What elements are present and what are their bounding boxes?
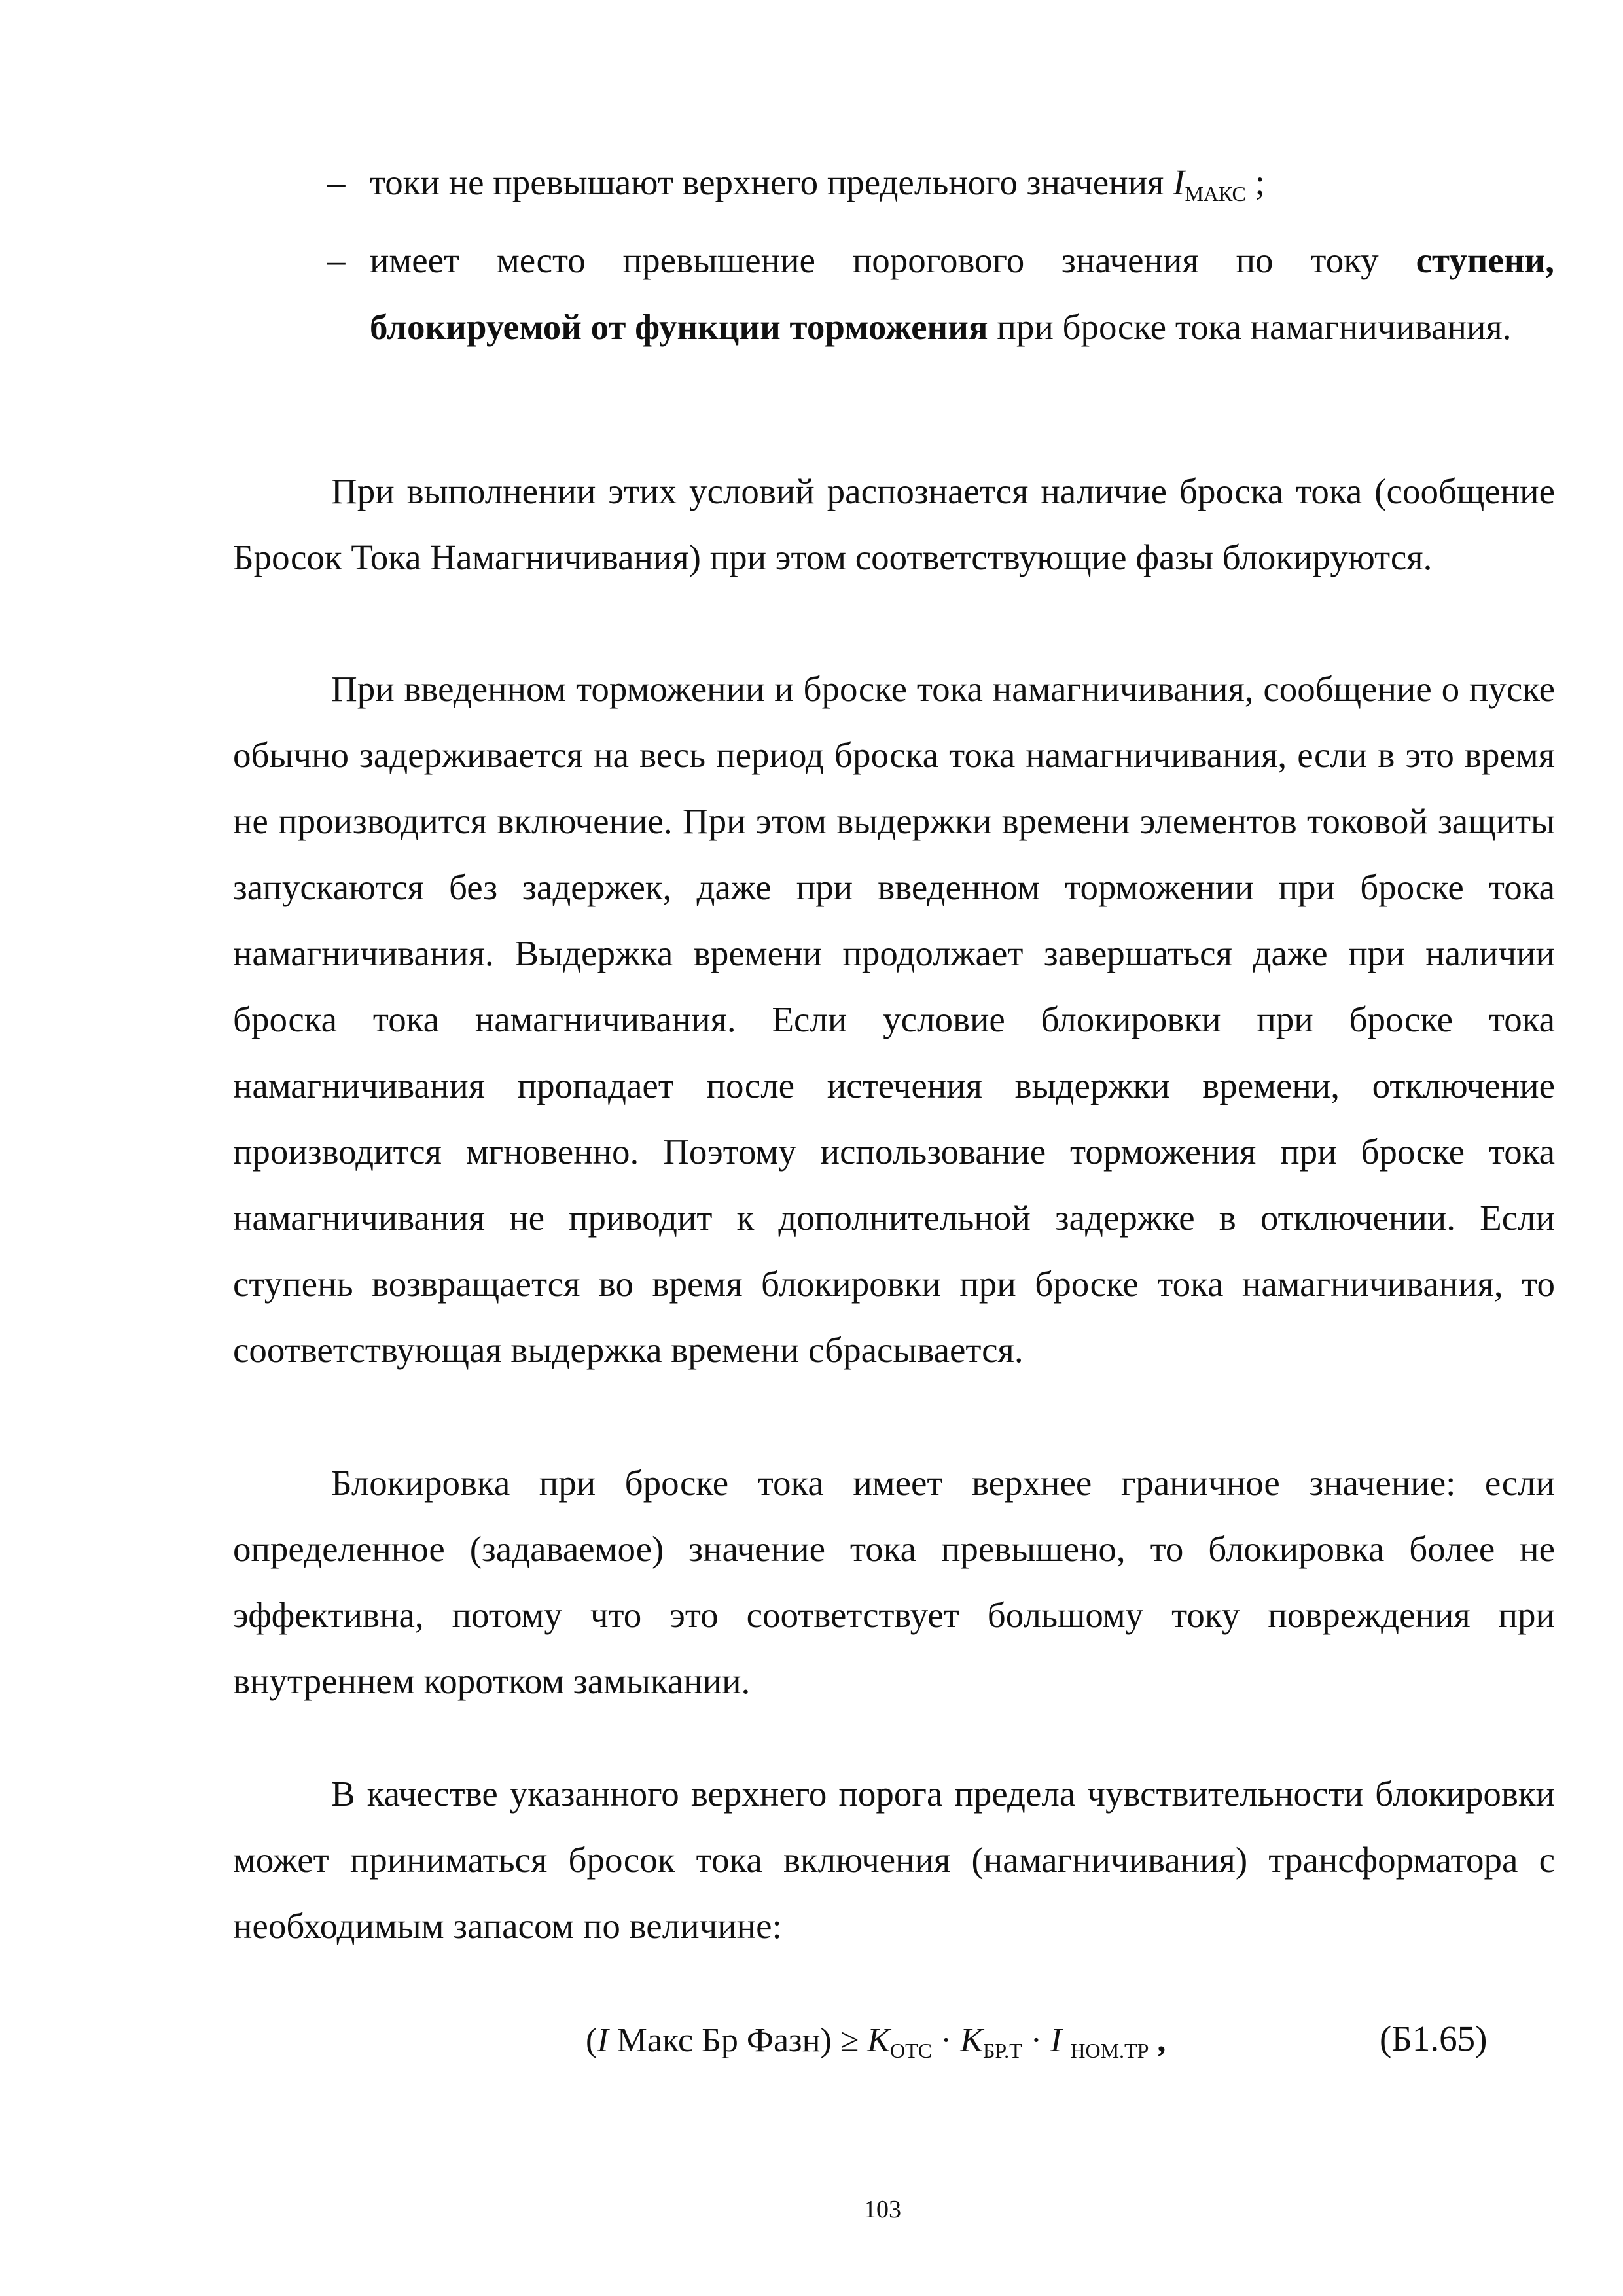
paragraph-text: При выполнении этих условий распознается наличие броска тока (сообщение Бросок Тока Намагничивания) при этом соответствующие фазы блокируются.	[233, 471, 1555, 577]
paragraph	[233, 1450, 1555, 1714]
formula-current-subscript: НОМ.ТР	[1070, 2039, 1149, 2062]
bold-term: ступени, блокируемой от функции торможения	[370, 240, 1554, 347]
formula-comma: ,	[1149, 2022, 1166, 2059]
formula	[586, 2021, 1166, 2063]
current-symbol: I	[1173, 162, 1185, 202]
list-item-text: имеет место превышение порогового значения по току	[370, 240, 1416, 280]
dash-marker: –	[327, 162, 346, 202]
list-item-text-end: при броске тока намагничивания.	[988, 307, 1512, 347]
formula-number: (Б1.65)	[1380, 2018, 1488, 2058]
formula-k-subscript: ОТС	[889, 2039, 932, 2062]
formula-parameter: Макс Бр Фазн)	[608, 2022, 832, 2059]
page-number: 103	[864, 2196, 901, 2223]
paragraph	[233, 458, 1555, 590]
paragraph-text: При введенном торможении и броске тока намагничивания, сообщение о пуске обычно задерживается на весь период броска тока намагничивания, если в это время не производится включение. При этом выдержки времени элементов токовой защиты запускаются без задержек, даже при введенном торможении при броске тока намагничивания. Выдержка времени продолжает завершаться даже при наличии броска тока намагничивания. Если условие блокировки при броске тока намагничивания пропадает после истечения выдержки времени, отключение производится мгновенно. Поэтому использование торможения при броске тока намагничивания не приводит к дополнительной задержке в отключении. Если ступень возвращается во время блокировки при броске тока намагничивания, то соответствующая выдержка времени сбрасывается.	[233, 669, 1555, 1370]
dash-marker: –	[327, 240, 346, 280]
paragraph	[233, 656, 1555, 1383]
formula-k-symbol: K	[867, 2022, 890, 2059]
list-item-text-end: ;	[1245, 162, 1265, 202]
list-item	[327, 227, 1554, 361]
list-item	[327, 149, 1554, 227]
formula-k-subscript: БР.Т	[982, 2039, 1022, 2062]
paragraph-text: Блокировка при броске тока имеет верхнее граничное значение: если определенное (задаваемое) значение тока превышено, то блокировка более не эффективна, потому что это соответствует большому току повреждения при внутреннем коротком замыкании.	[233, 1463, 1555, 1701]
formula-geq: ≥	[831, 2022, 868, 2059]
formula-k-symbol: K	[960, 2022, 983, 2059]
current-subscript: МАКС	[1185, 182, 1246, 206]
list-item-text: токи не превышают верхнего предельного значения	[370, 162, 1173, 202]
formula-dot: ·	[1022, 2022, 1051, 2059]
formula-current-symbol: I	[1050, 2022, 1062, 2059]
formula-paren: (	[586, 2022, 597, 2059]
condition-list	[327, 149, 1554, 361]
paragraph	[233, 1761, 1555, 1959]
paragraph-text: В качестве указанного верхнего порога предела чувствительности блокировки может приниматься бросок тока включения (намагничивания) трансформатора с необходимым запасом по величине:	[233, 1774, 1555, 1946]
formula-current-symbol: I	[597, 2022, 609, 2059]
formula-dot: ·	[931, 2022, 961, 2059]
